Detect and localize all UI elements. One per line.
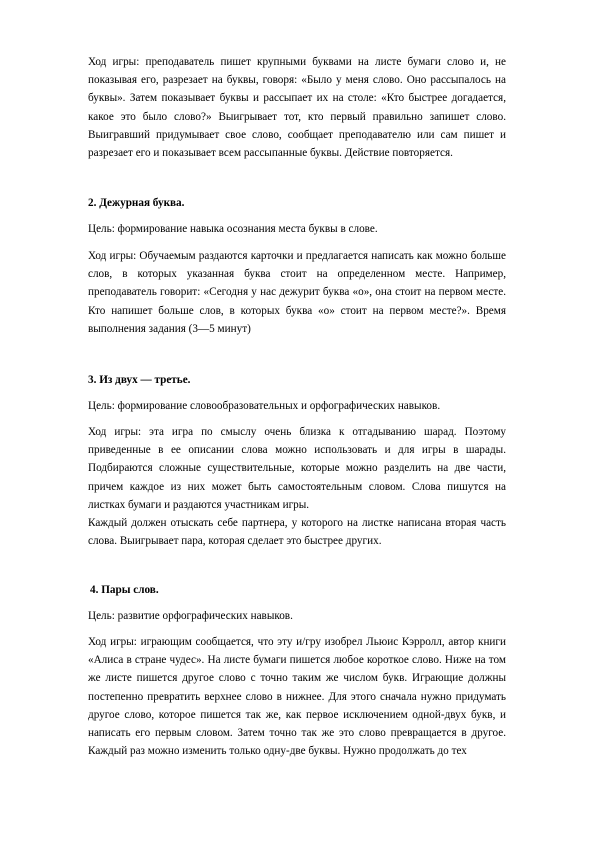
- section-4-procedure: Ход игры: играющим сообщается, что эту и/гру изобрел Льюис Кэрролл, автор книги «Алиса в стране чудес». На листе бумаги пишется любое короткое слово. Ниже на том же листе пишется другое слово с точно таким же числом букв. Играющие должны постепенно превратить верхнее слово в нижнее. Для этого сначала нужно придумать другое слово, которое пишется так же, как первое исключением одной-двух букв, и написать его первым словом. Затем точно так же это слово превращается в другое. Каждый раз можно изменить только одну-две буквы. Нужно продолжать до тех: [88, 636, 506, 758]
- section-3-goal: Цель: формирование словообразовательных и орфографических навыков.: [88, 400, 441, 412]
- section-3-title: 3. Из двух — третье.: [88, 374, 191, 386]
- section-2-title: 2. Дежурная буква.: [88, 197, 185, 209]
- intro-paragraph: Ход игры: преподаватель пишет крупными буквами на листе бумаги слово и, не показывая его, разрезает на буквы, говоря: «Было у меня слово. Оно рассыпалось на буквы». Затем показывает буквы и рассыпает их на столе: «Кто быстрее догадается, какое это было слово?» Выигрывает тот, кто первый правильно запишет слово. Выигравший придумывает свое слово, сообщает преподавателю или сам пишет и разрезает его и показывает всем рассыпанные буквы. Действие повторяется.: [88, 56, 506, 160]
- section-4-title: 4. Пары слов.: [90, 584, 159, 596]
- section-2-goal: Цель: формирование навыка осознания места буквы в слове.: [88, 223, 378, 235]
- section-3-rule: Каждый должен отыскать себе партнера, у которого на листке написана вторая часть слова. Выигрывает пара, которая сделает это быстрее других.: [88, 517, 506, 548]
- section-4-goal: Цель: развитие орфографических навыков.: [88, 610, 293, 622]
- section-2-procedure: Ход игры: Обучаемым раздаются карточки и предлагается написать как можно больше слов, в которых указанная буква стоит на определенном месте. Например, преподаватель говорит: «Сегодня у нас дежурит буква «о», она стоит на первом месте. Кто напишет больше слов, в которых буква «о» стоит на первом месте?». Время выполнения задания (3—5 минут): [88, 250, 506, 335]
- section-3-procedure: Ход игры: эта игра по смыслу очень близка к отгадыванию шарад. Поэтому приведенные в ее описании слова можно использовать и для игры в шарады. Подбираются сложные существительные, которые можно разделить на две части, причем каждое из них может быть самостоятельным словом. Слова пишутся на листках бумаги и раздаются участникам игры.: [88, 426, 506, 511]
